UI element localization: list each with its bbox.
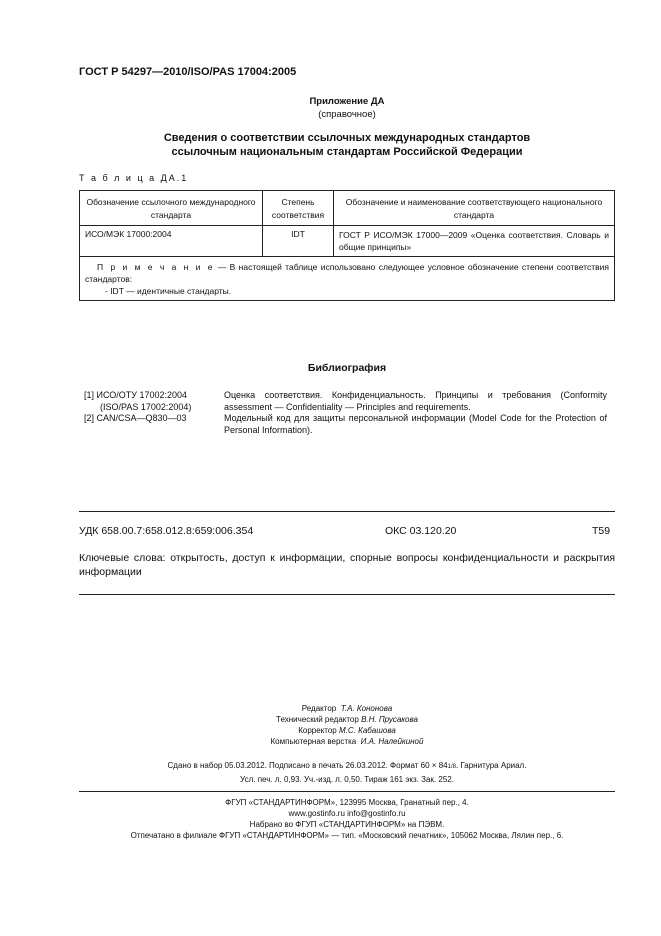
corrector-name: М.С. Кабашова xyxy=(339,726,396,735)
publisher-address: ФГУП «СТАНДАРТИНФОРМ», 123995 Москва, Гранатный пер., 4. xyxy=(225,798,469,807)
appendix-heading-line1: Сведения о соответствии ссылочных международных стандартов xyxy=(163,132,531,144)
imprint-layout xyxy=(79,737,615,746)
bib-ref-1-id-alt: (ISO/PAS 17002:2004) xyxy=(100,401,192,412)
format-fraction: 1/8 xyxy=(447,764,456,770)
note-label: П р и м е ч а н и е xyxy=(97,262,215,272)
cell-degree: IDT xyxy=(263,226,334,257)
divider-bottom xyxy=(79,594,615,595)
appendix-subtitle: (справочное) xyxy=(318,109,376,120)
print-details-line2: Усл. печ. л. 0,93. Уч.-изд. л. 0,50. Тираж 161 экз. Зак. 252. xyxy=(240,775,454,784)
publisher-web: www.gostinfo.ru info@gostinfo.ru xyxy=(288,809,406,818)
tech-editor-label: Технический редактор xyxy=(276,715,359,724)
oks-code: ОКС 03.120.20 xyxy=(385,525,457,537)
header-cell-degree: Степень соответствия xyxy=(263,191,334,226)
print-line1: Сдано в набор 05.03.2012. Подписано в печать 26.03.2012. Формат 60 × 84 xyxy=(167,761,448,770)
table-note xyxy=(80,257,615,301)
publisher-printed: Отпечатано в филиале ФГУП «СТАНДАРТИНФОРМ» — тип. «Московский печатник», 105062 Москва, Лялин пер., 6. xyxy=(130,831,564,840)
table-header-row xyxy=(80,191,615,226)
cell-national-standard: ГОСТ Р ИСО/МЭК 17000—2009 «Оценка соответствия. Словарь и общие принципы» xyxy=(334,226,615,257)
imprint-corrector xyxy=(79,726,615,735)
layout-name: И.А. Налейкиной xyxy=(360,737,424,746)
table-note-row xyxy=(80,257,615,301)
table-caption: Т а б л и ц а ДА.1 xyxy=(79,173,189,183)
imprint-editor xyxy=(79,704,615,713)
keywords: Ключевые слова: открытость, доступ к информации, спорные вопросы конфиденциальности и раскрытия информации xyxy=(79,552,615,578)
divider-top xyxy=(79,511,615,512)
bib-ref-1-text: Оценка соответствия. Конфиденциальность. Принципы и требования (Conformity assessment — Confidentiality — Principles and requirements. xyxy=(224,390,607,412)
print-line1-end: . Гарнитура Ариал. xyxy=(455,761,527,770)
appendix-title: Приложение ДА xyxy=(309,96,385,107)
bib-ref-2-id: [2] CAN/CSA—Q830—03 xyxy=(84,413,187,423)
publisher-typeset: Набрано во ФГУП «СТАНДАРТИНФОРМ» на ПЭВМ. xyxy=(249,820,445,829)
table-row xyxy=(80,226,615,257)
editor-name: Т.А. Кононова xyxy=(340,704,393,713)
header-cell-international: Обозначение ссылочного международного стандарта xyxy=(80,191,263,226)
tech-editor-name: В.Н. Прусакова xyxy=(361,715,418,724)
bib-ref-2 xyxy=(84,413,187,425)
note-item: - IDT — идентичные стандарты. xyxy=(105,286,232,296)
print-details-line1 xyxy=(79,761,615,770)
bib-ref-1-id: [1] ИСО/ОТУ 17002:2004 xyxy=(84,390,188,400)
header-cell-national: Обозначение и наименование соответствующего национального стандарта xyxy=(334,191,615,226)
note-text: — В настоящей таблице использовано следующее условное обозначение степени соответствия стандартов: xyxy=(85,262,609,284)
bibliography-heading: Библиография xyxy=(307,362,387,374)
corrector-label: Корректор xyxy=(298,726,337,735)
editor-label: Редактор xyxy=(301,704,337,713)
layout-label: Компьютерная верстка xyxy=(270,737,357,746)
document-header: ГОСТ Р 54297—2010/ISO/PAS 17004:2005 xyxy=(79,66,297,78)
divider-publisher xyxy=(79,791,615,792)
bib-ref-1 xyxy=(84,390,191,413)
correspondence-table xyxy=(79,190,615,301)
bib-ref-2-text: Модельный код для защиты персональной информации (Model Code for the Protection of Personal Information). xyxy=(224,413,607,435)
classification-code: Т59 xyxy=(592,525,611,537)
imprint-tech-editor xyxy=(79,715,615,724)
udk-code: УДК 658.00.7:658.012.8:659:006.354 xyxy=(79,525,254,537)
appendix-heading-line2: ссылочным национальным стандартам Российской Федерации xyxy=(171,146,523,158)
cell-international-standard: ИСО/МЭК 17000:2004 xyxy=(80,226,263,257)
appendix-heading xyxy=(79,131,615,159)
